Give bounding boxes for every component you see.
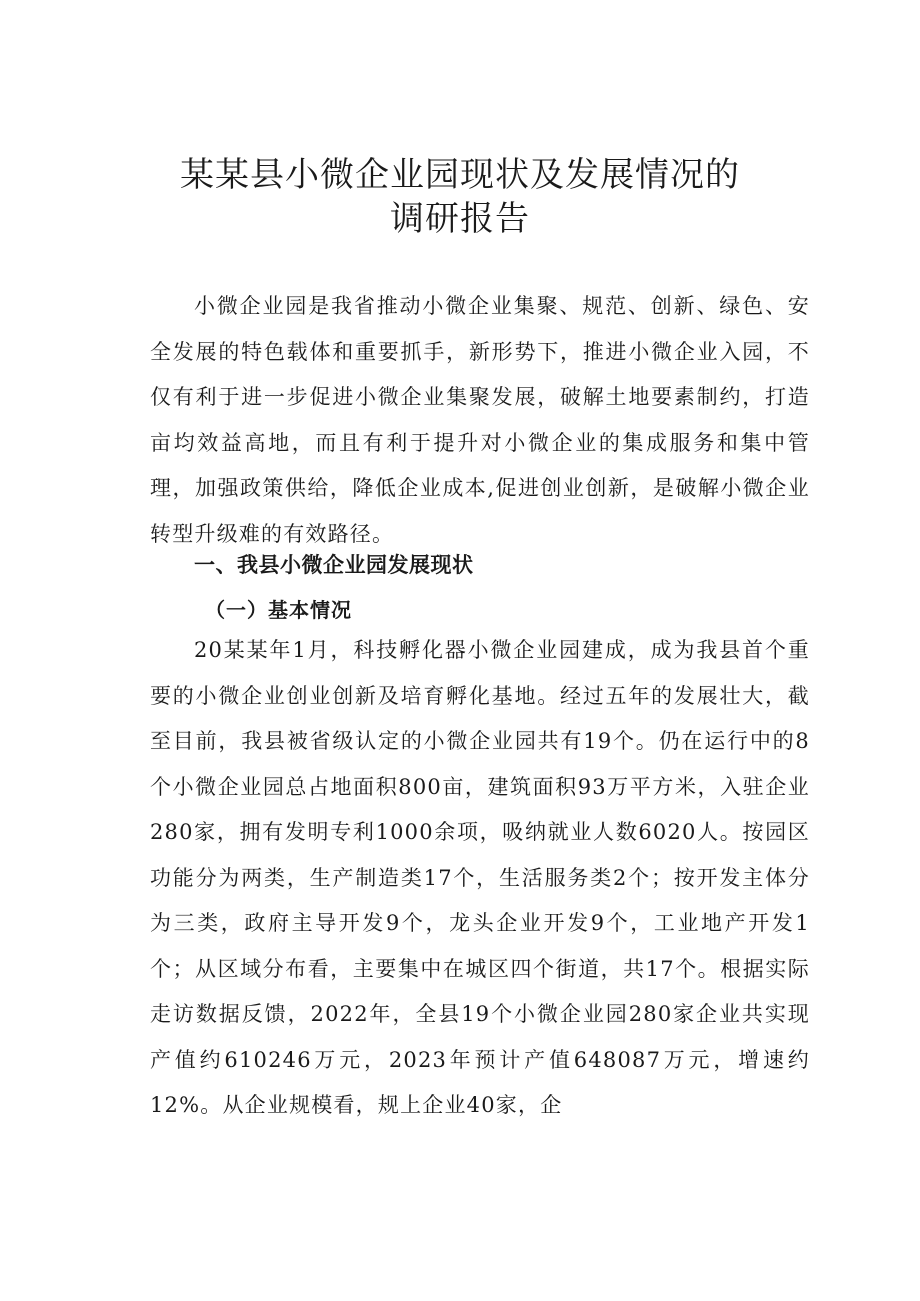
section-heading: 一、我县小微企业园发展现状	[194, 553, 474, 577]
document-title-line2: 调研报告	[390, 199, 530, 239]
basic-situation-paragraph: 20某某年1月，科技孵化器小微企业园建成，成为我县首个重要的小微企业创业创新及培育孵化基地。经过五年的发展壮大，截至目前，我县被省级认定的小微企业园共有19个。仍在运行中的8个小微企业园总占地面积800亩，建筑面积93万平方米，入驻企业280家，拥有发明专利1000余项，吸纳就业人数6020人。按园区功能分为两类，生产制造类17个，生活服务类2个；按开发主体分为三类，政府主导开发9个，龙头企业开发9个，工业地产开发1个；从区域分布看，主要集中在城区四个街道，共17个。根据实际走访数据反馈，2022年，全县19个小微企业园280家企业共实现产值约610246万元，2023年预计产值648087万元，增速约12%。从企业规模看，规上企业40家，企	[150, 638, 810, 1117]
intro-paragraph: 小微企业园是我省推动小微企业集聚、规范、创新、绿色、安全发展的特色载体和重要抓手，新形势下，推进小微企业入园，不仅有利于进一步促进小微企业集聚发展，破解土地要素制约，打造亩均效益高地，而且有利于提升对小微企业的集成服务和集中管理，加强政策供给，降低企业成本,促进创业创新，是破解小微企业转型升级难的有效路径。	[150, 294, 810, 546]
subsection-heading: （一）基本情况	[205, 598, 352, 622]
document-title-line1: 某某县小微企业园现状及发展情况的	[180, 155, 740, 195]
